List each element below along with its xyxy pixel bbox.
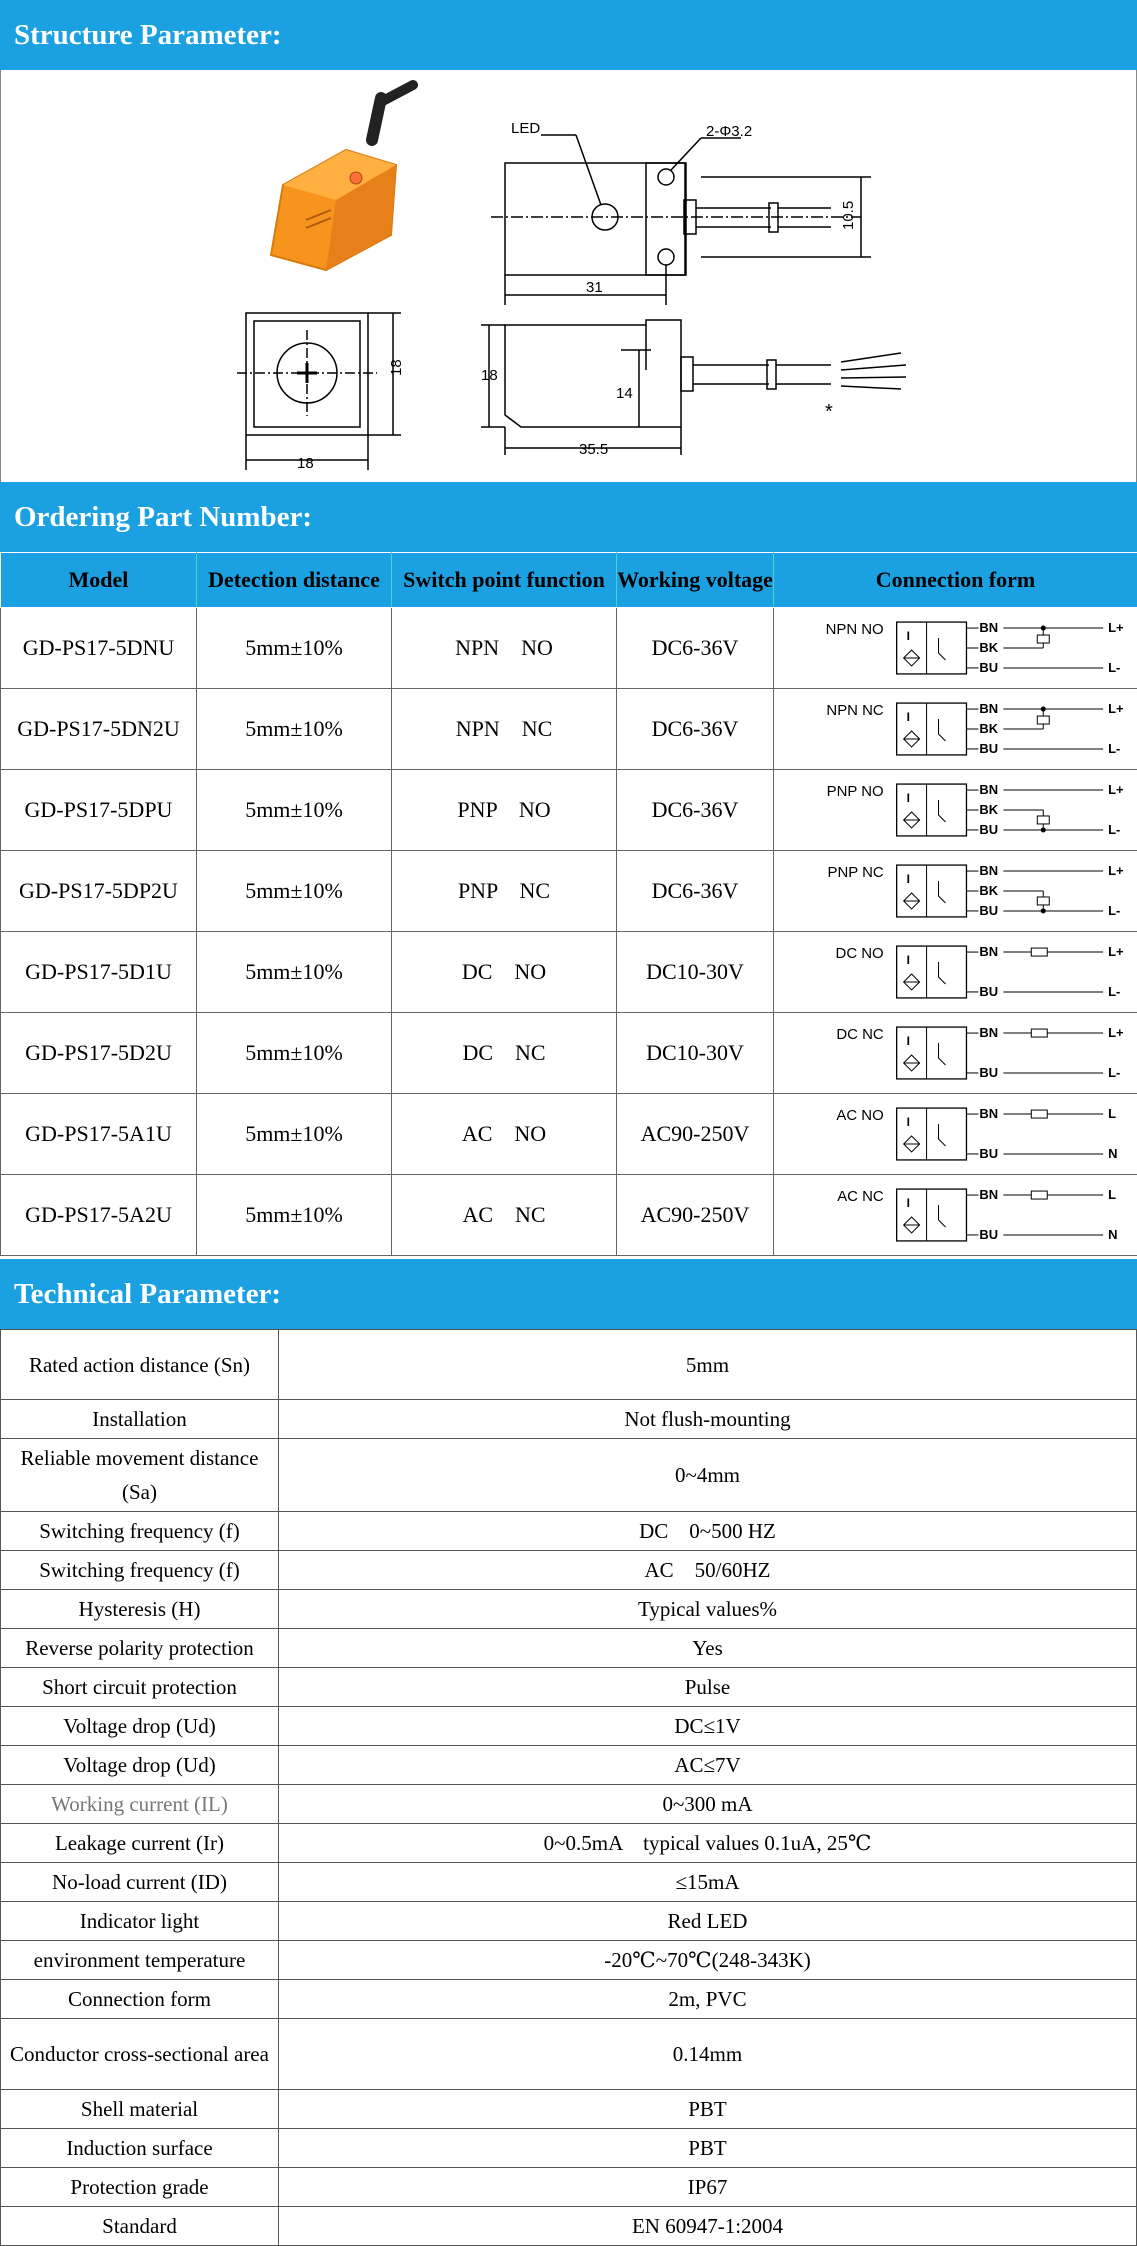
function-cell: AC NO [392, 1094, 617, 1175]
load-icon [1031, 1029, 1047, 1037]
wire-bu-label: BU [979, 1227, 998, 1242]
voltage-cell: DC6-36V [617, 689, 774, 770]
load-icon [1037, 897, 1049, 905]
param-label: No-load current (ID) [1, 1863, 279, 1902]
distance-cell: 5mm±10% [197, 1013, 392, 1094]
supply-positive-label: L+ [1108, 701, 1124, 716]
wiring-diagram [774, 1175, 1137, 1255]
wiring-diagram-cell [774, 689, 1137, 770]
wire-bk-label: BK [979, 721, 998, 736]
wire-bu-label: BU [979, 1146, 998, 1161]
switch-symbol-icon [939, 800, 946, 822]
model-cell: GD-PS17-5A2U [1, 1175, 197, 1256]
distance-cell: 5mm±10% [197, 689, 392, 770]
star-marker: * [825, 401, 833, 423]
wire-bu-label: BU [979, 984, 998, 999]
param-value: AC≤7V [279, 1746, 1137, 1785]
wire-bn-label: BN [979, 863, 998, 878]
param-value: AC 50/60HZ [279, 1551, 1137, 1590]
wire-bn-label: BN [979, 620, 998, 635]
table-row [1, 1707, 1137, 1746]
distance-cell: 5mm±10% [197, 1094, 392, 1175]
supply-negative-label: L- [1108, 903, 1120, 918]
switch-symbol-icon [939, 962, 946, 984]
structure-title: Structure Parameter: [14, 19, 282, 52]
wire-bk-label: BK [979, 802, 998, 817]
supply-negative-label: N [1108, 1227, 1117, 1242]
supply-negative-label: L- [1108, 1065, 1120, 1080]
distance-cell: 5mm±10% [197, 851, 392, 932]
supply-positive-label: L [1108, 1187, 1116, 1202]
param-label: Standard [1, 2206, 279, 2245]
ordering-table [0, 552, 1137, 1256]
dim-18-side: 18 [388, 359, 405, 376]
structure-drawing-area [0, 70, 1137, 482]
distance-cell: 5mm±10% [197, 770, 392, 851]
sensor-symbol-icon [904, 1217, 920, 1233]
wire-bn-label: BN [979, 944, 998, 959]
supply-positive-label: L+ [1108, 782, 1124, 797]
dim-14: 14 [616, 385, 633, 402]
param-value: Red LED [279, 1902, 1137, 1941]
table-row [1, 1863, 1137, 1902]
param-label: Reliable movement distance (Sa) [1, 1439, 279, 1512]
param-value: 0~300 mA [279, 1785, 1137, 1824]
switch-symbol-icon [939, 1124, 946, 1146]
col-detection-distance: Detection distance [197, 553, 392, 608]
table-row [1, 689, 1137, 770]
param-value: PBT [279, 2089, 1137, 2128]
sensor-symbol-icon [904, 1055, 920, 1071]
supply-positive-label: L+ [1108, 944, 1124, 959]
dim-18-left: 18 [481, 367, 498, 384]
table-row [1, 1175, 1137, 1256]
wire-bk-label: BK [979, 640, 998, 655]
function-cell: DC NO [392, 932, 617, 1013]
i-symbol: I [907, 953, 910, 967]
table-row [1, 1941, 1137, 1980]
dim-10-5: 10.5 [840, 201, 857, 230]
supply-negative-label: N [1108, 1146, 1117, 1161]
param-label: Voltage drop (Ud) [1, 1746, 279, 1785]
table-row [1, 851, 1137, 932]
i-symbol: I [907, 710, 910, 724]
param-label: Protection grade [1, 2167, 279, 2206]
table-row [1, 932, 1137, 1013]
connection-type-label: AC NC [837, 1188, 884, 1205]
table-row [1, 2206, 1137, 2245]
ordering-header [0, 482, 1137, 552]
supply-positive-label: L+ [1108, 620, 1124, 635]
param-label: Hysteresis (H) [1, 1590, 279, 1629]
i-symbol: I [907, 629, 910, 643]
supply-positive-label: L [1108, 1106, 1116, 1121]
param-value: 5mm [279, 1330, 1137, 1400]
param-label: Installation [1, 1400, 279, 1439]
wiring-diagram-cell [774, 1013, 1137, 1094]
sensor-symbol-icon [904, 893, 920, 909]
wire-bn-label: BN [979, 701, 998, 716]
led-label: LED [511, 120, 540, 137]
param-value: Yes [279, 1629, 1137, 1668]
function-cell: DC NC [392, 1013, 617, 1094]
wire-bu-label: BU [979, 1065, 998, 1080]
distance-cell: 5mm±10% [197, 932, 392, 1013]
wiring-diagram-cell [774, 1094, 1137, 1175]
table-row [1, 1629, 1137, 1668]
connection-type-label: NPN NC [826, 702, 883, 719]
i-symbol: I [907, 791, 910, 805]
wiring-diagram [774, 932, 1137, 1012]
wire-bn-label: BN [979, 1106, 998, 1121]
col-connection-form: Connection form [774, 553, 1137, 608]
param-value: 0~4mm [279, 1439, 1137, 1512]
connection-type-label: DC NC [836, 1026, 884, 1043]
connection-type-label: PNP NC [828, 864, 884, 881]
col-working-voltage: Working voltage [617, 553, 774, 608]
voltage-cell: DC6-36V [617, 851, 774, 932]
param-label: Reverse polarity protection [1, 1629, 279, 1668]
model-cell: GD-PS17-5A1U [1, 1094, 197, 1175]
table-row [1, 1512, 1137, 1551]
sensor-symbol-icon [904, 731, 920, 747]
load-icon [1031, 948, 1047, 956]
switch-symbol-icon [939, 1043, 946, 1065]
distance-cell: 5mm±10% [197, 608, 392, 689]
table-row [1, 2128, 1137, 2167]
function-cell: NPN NO [392, 608, 617, 689]
table-row [1, 1980, 1137, 2019]
param-label: Switching frequency (f) [1, 1512, 279, 1551]
model-cell: GD-PS17-5DNU [1, 608, 197, 689]
param-value: DC≤1V [279, 1707, 1137, 1746]
col-model: Model [1, 553, 197, 608]
wire-bu-label: BU [979, 660, 998, 675]
dim-31: 31 [586, 279, 603, 296]
param-value: PBT [279, 2128, 1137, 2167]
param-value: 2m, PVC [279, 1980, 1137, 2019]
wire-bn-label: BN [979, 1025, 998, 1040]
table-row [1, 1824, 1137, 1863]
param-label: Rated action distance (Sn) [1, 1330, 279, 1400]
wiring-diagram [774, 689, 1137, 769]
model-cell: GD-PS17-5DPU [1, 770, 197, 851]
wiring-diagram [774, 1013, 1137, 1093]
wiring-diagram [774, 1094, 1137, 1174]
table-row [1, 2019, 1137, 2089]
sensor-symbol-icon [904, 812, 920, 828]
i-symbol: I [907, 1196, 910, 1210]
table-row [1, 1094, 1137, 1175]
table-row [1, 1746, 1137, 1785]
param-label: Leakage current (Ir) [1, 1824, 279, 1863]
param-label: Induction surface [1, 2128, 279, 2167]
wiring-diagram-cell [774, 932, 1137, 1013]
connection-type-label: NPN NO [826, 621, 884, 638]
table-row [1, 2167, 1137, 2206]
voltage-cell: DC10-30V [617, 932, 774, 1013]
wiring-diagram [774, 770, 1137, 850]
wiring-diagram-cell [774, 608, 1137, 689]
voltage-cell: DC10-30V [617, 1013, 774, 1094]
table-row [1, 1785, 1137, 1824]
load-icon [1037, 716, 1049, 724]
supply-negative-label: L- [1108, 741, 1120, 756]
sensor-symbol-icon [904, 974, 920, 990]
supply-positive-label: L+ [1108, 1025, 1124, 1040]
wire-bn-label: BN [979, 782, 998, 797]
param-label: Conductor cross-sectional area [1, 2019, 279, 2089]
wire-bk-label: BK [979, 883, 998, 898]
i-symbol: I [907, 1115, 910, 1129]
model-cell: GD-PS17-5DN2U [1, 689, 197, 770]
supply-negative-label: L- [1108, 822, 1120, 837]
switch-symbol-icon [939, 1205, 946, 1227]
function-cell: PNP NC [392, 851, 617, 932]
wire-bn-label: BN [979, 1187, 998, 1202]
dim-18-bottom: 18 [297, 455, 314, 472]
param-value: ≤15mA [279, 1863, 1137, 1902]
technical-title: Technical Parameter: [14, 1278, 281, 1311]
param-value: 0.14mm [279, 2019, 1137, 2089]
param-value: Typical values% [279, 1590, 1137, 1629]
wiring-diagram [774, 851, 1137, 931]
structure-header [0, 0, 1137, 70]
hole-label: 2-Φ3.2 [706, 123, 752, 140]
param-value: Not flush-mounting [279, 1400, 1137, 1439]
table-row [1, 1330, 1137, 1400]
supply-negative-label: L- [1108, 660, 1120, 675]
load-icon [1037, 816, 1049, 824]
side-view [481, 320, 906, 455]
voltage-cell: DC6-36V [617, 770, 774, 851]
function-cell: PNP NO [392, 770, 617, 851]
ordering-header-row [1, 553, 1137, 608]
table-row [1, 1551, 1137, 1590]
wire-bu-label: BU [979, 741, 998, 756]
switch-symbol-icon [939, 638, 946, 660]
table-row [1, 2089, 1137, 2128]
table-row [1, 1400, 1137, 1439]
voltage-cell: AC90-250V [617, 1094, 774, 1175]
model-cell: GD-PS17-5D1U [1, 932, 197, 1013]
voltage-cell: AC90-250V [617, 1175, 774, 1256]
param-label: Voltage drop (Ud) [1, 1707, 279, 1746]
table-row [1, 1668, 1137, 1707]
wire-bu-label: BU [979, 903, 998, 918]
model-cell: GD-PS17-5DP2U [1, 851, 197, 932]
param-label: environment temperature [1, 1941, 279, 1980]
dim-35-5: 35.5 [579, 441, 608, 458]
distance-cell: 5mm±10% [197, 1175, 392, 1256]
param-label: Shell material [1, 2089, 279, 2128]
supply-negative-label: L- [1108, 984, 1120, 999]
param-value: DC 0~500 HZ [279, 1512, 1137, 1551]
wiring-diagram-cell [774, 770, 1137, 851]
param-label: Short circuit protection [1, 1668, 279, 1707]
switch-symbol-icon [939, 881, 946, 903]
connection-type-label: DC NO [836, 945, 884, 962]
connection-type-label: PNP NO [827, 783, 884, 800]
sensor-symbol-icon [904, 1136, 920, 1152]
switch-symbol-icon [939, 719, 946, 741]
technical-table [0, 1329, 1137, 2246]
wiring-diagram [774, 608, 1137, 688]
load-icon [1031, 1110, 1047, 1118]
sensor-symbol-icon [904, 650, 920, 666]
load-icon [1031, 1191, 1047, 1199]
model-cell: GD-PS17-5D2U [1, 1013, 197, 1094]
param-value: -20℃~70℃(248-343K) [279, 1941, 1137, 1980]
function-cell: NPN NC [392, 689, 617, 770]
load-icon [1037, 635, 1049, 643]
front-view [237, 313, 401, 470]
table-row [1, 1439, 1137, 1512]
voltage-cell: DC6-36V [617, 608, 774, 689]
param-value: IP67 [279, 2167, 1137, 2206]
wiring-diagram-cell [774, 851, 1137, 932]
i-symbol: I [907, 872, 910, 886]
technical-header [0, 1259, 1137, 1329]
ordering-title: Ordering Part Number: [14, 501, 312, 534]
param-value: EN 60947-1:2004 [279, 2206, 1137, 2245]
table-row [1, 770, 1137, 851]
param-value: Pulse [279, 1668, 1137, 1707]
wiring-diagram-cell [774, 1175, 1137, 1256]
col-switch-function: Switch point function [392, 553, 617, 608]
param-value: 0~0.5mA typical values 0.1uA, 25℃ [279, 1824, 1137, 1863]
supply-positive-label: L+ [1108, 863, 1124, 878]
table-row [1, 1902, 1137, 1941]
table-row [1, 608, 1137, 689]
table-row [1, 1590, 1137, 1629]
wire-bu-label: BU [979, 822, 998, 837]
technical-drawing [1, 70, 1136, 482]
table-row [1, 1013, 1137, 1094]
function-cell: AC NC [392, 1175, 617, 1256]
param-label: Connection form [1, 1980, 279, 2019]
i-symbol: I [907, 1034, 910, 1048]
connection-type-label: AC NO [836, 1107, 883, 1124]
sensor-photo [271, 85, 413, 270]
param-label: Working current (IL) [1, 1785, 279, 1824]
param-label: Indicator light [1, 1902, 279, 1941]
param-label: Switching frequency (f) [1, 1551, 279, 1590]
top-view [491, 135, 871, 305]
